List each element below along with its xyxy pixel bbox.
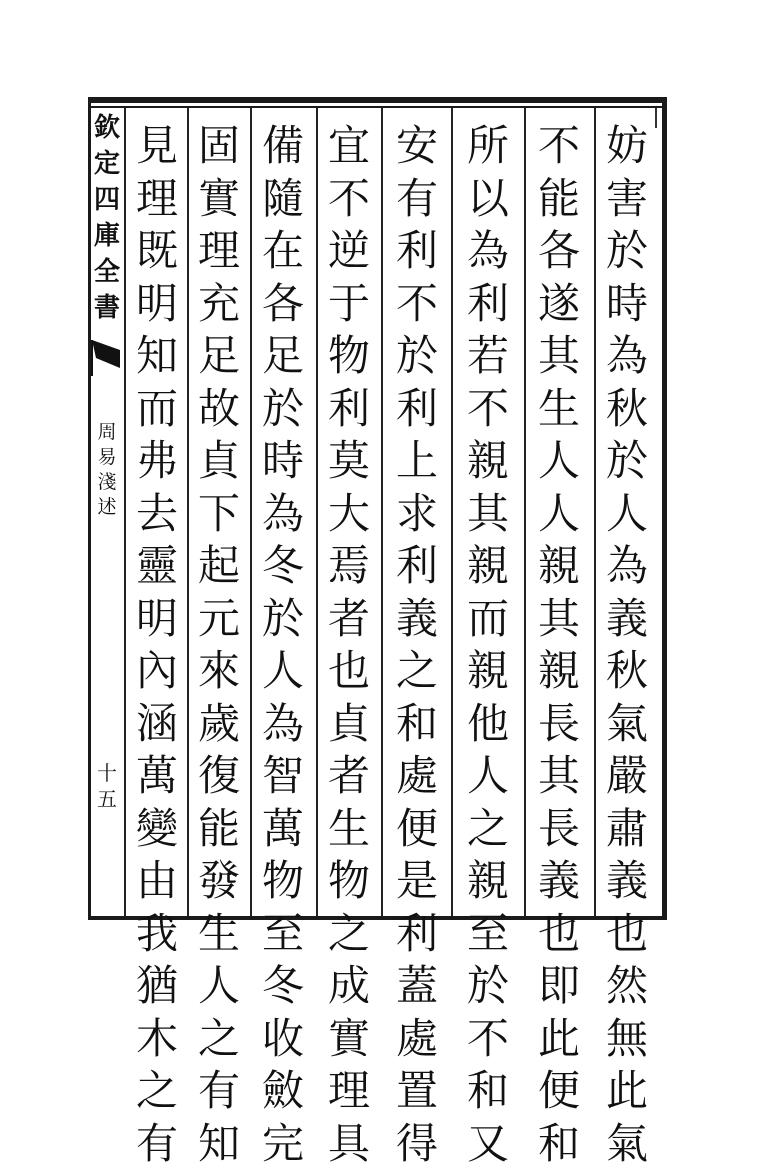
- column-rule: [187, 108, 189, 916]
- character: 有: [391, 173, 443, 226]
- frame-top-inner-border: [88, 106, 666, 108]
- character: 義: [601, 593, 653, 646]
- character: 隨: [257, 173, 309, 226]
- text-column-8: [131, 120, 183, 910]
- character: 下: [193, 488, 245, 541]
- text-column-5: [323, 120, 375, 910]
- character: 足: [193, 330, 245, 383]
- text-column-1: [601, 120, 653, 910]
- column-rule: [451, 108, 453, 916]
- character: 生: [193, 908, 245, 961]
- character: 庫: [94, 218, 120, 254]
- character: 物: [323, 330, 375, 383]
- character: 貞: [193, 435, 245, 488]
- character: 來: [193, 645, 245, 698]
- character: 人: [533, 435, 585, 488]
- character: 充: [193, 278, 245, 331]
- character: 和: [462, 1065, 514, 1118]
- character: 各: [533, 225, 585, 278]
- character: 以: [462, 173, 514, 226]
- character: 親: [533, 645, 585, 698]
- character: 又: [462, 1118, 514, 1170]
- column-rule: [594, 108, 596, 916]
- character: 親: [533, 540, 585, 593]
- character: 為: [257, 698, 309, 751]
- character: 元: [193, 593, 245, 646]
- column-rule: [124, 108, 126, 916]
- character: 周: [97, 420, 116, 445]
- margin-page-number: 十五: [93, 760, 121, 812]
- character: 和: [391, 698, 443, 751]
- character: 足: [257, 330, 309, 383]
- character: 者: [323, 750, 375, 803]
- character: 成: [323, 960, 375, 1013]
- text-column-7: [193, 120, 245, 910]
- character: 時: [257, 435, 309, 488]
- character: 於: [257, 593, 309, 646]
- character: 具: [323, 1118, 375, 1170]
- character: 若: [462, 330, 514, 383]
- character: 淺: [97, 470, 116, 495]
- character: 之: [193, 1013, 245, 1066]
- character: 萬: [131, 750, 183, 803]
- character: 于: [323, 278, 375, 331]
- character: 我: [131, 908, 183, 961]
- character: 為: [601, 540, 653, 593]
- character: 氣: [601, 1118, 653, 1170]
- character: 斂: [257, 1065, 309, 1118]
- character: 歲: [193, 698, 245, 751]
- character: 完: [257, 1118, 309, 1170]
- column-rule: [381, 108, 383, 916]
- character: 易: [97, 445, 116, 470]
- character: 處: [391, 750, 443, 803]
- character: 者: [323, 593, 375, 646]
- character: 之: [462, 803, 514, 856]
- character: 人: [193, 960, 245, 1013]
- character: 各: [257, 278, 309, 331]
- character: 木: [131, 1013, 183, 1066]
- character: 其: [533, 593, 585, 646]
- character: 備: [257, 120, 309, 173]
- character: 至: [462, 908, 514, 961]
- character: 義: [391, 593, 443, 646]
- character: 全: [94, 254, 120, 290]
- character: 上: [391, 435, 443, 488]
- character: 親: [462, 435, 514, 488]
- character: 於: [601, 435, 653, 488]
- character: 發: [193, 855, 245, 908]
- character: 害: [601, 173, 653, 226]
- character: 明: [131, 593, 183, 646]
- column-rule: [524, 108, 526, 916]
- character: 其: [533, 330, 585, 383]
- character: 莫: [323, 435, 375, 488]
- character: 靈: [131, 540, 183, 593]
- character: 安: [391, 120, 443, 173]
- frame-right-border: [662, 97, 667, 920]
- character: 不: [462, 1013, 514, 1066]
- character: 長: [533, 803, 585, 856]
- character: 起: [193, 540, 245, 593]
- character: 為: [462, 225, 514, 278]
- character: 而: [131, 383, 183, 436]
- character: 是: [391, 855, 443, 908]
- fish-tail-ornament-icon: [90, 338, 122, 378]
- character: 即: [533, 960, 585, 1013]
- character: 見: [131, 120, 183, 173]
- character: 在: [257, 225, 309, 278]
- character: 知: [193, 1118, 245, 1170]
- character: 固: [193, 120, 245, 173]
- character: 於: [257, 383, 309, 436]
- character: 此: [533, 1013, 585, 1066]
- character: 利: [462, 278, 514, 331]
- column-rule: [250, 108, 252, 916]
- character: 和: [533, 1118, 585, 1170]
- character: 求: [391, 488, 443, 541]
- character: 實: [323, 1013, 375, 1066]
- character: 有: [193, 1065, 245, 1118]
- character: 便: [533, 1065, 585, 1118]
- character: 氣: [601, 698, 653, 751]
- text-column-4: [391, 120, 443, 910]
- character: 親: [462, 645, 514, 698]
- character: 物: [323, 855, 375, 908]
- character: 置: [391, 1065, 443, 1118]
- margin-section-title: [95, 420, 119, 520]
- character: 所: [462, 120, 514, 173]
- text-column-2: [533, 120, 585, 910]
- character: 而: [462, 593, 514, 646]
- character: 由: [131, 855, 183, 908]
- frame-left-border: [88, 97, 91, 920]
- character: 親: [462, 855, 514, 908]
- character: 無: [601, 1013, 653, 1066]
- character: 便: [391, 803, 443, 856]
- character: 貞: [323, 698, 375, 751]
- character: 冬: [257, 540, 309, 593]
- character: 利: [391, 908, 443, 961]
- character: 也: [323, 645, 375, 698]
- character: 人: [601, 488, 653, 541]
- character: 人: [533, 488, 585, 541]
- character: 處: [391, 1013, 443, 1066]
- character: 去: [131, 488, 183, 541]
- character: 萬: [257, 803, 309, 856]
- character: 於: [601, 225, 653, 278]
- character: 義: [601, 855, 653, 908]
- character: 內: [131, 645, 183, 698]
- character: 冬: [257, 960, 309, 1013]
- character: 大: [323, 488, 375, 541]
- character: 逆: [323, 225, 375, 278]
- character: 之: [391, 645, 443, 698]
- character: 之: [131, 1065, 183, 1118]
- character: 然: [601, 960, 653, 1013]
- character: 能: [193, 803, 245, 856]
- character: 智: [257, 750, 309, 803]
- text-column-3: [462, 120, 514, 910]
- character: 於: [462, 960, 514, 1013]
- column-rule: [316, 108, 318, 916]
- character: 故: [193, 383, 245, 436]
- character: 書: [94, 290, 120, 326]
- character: 弗: [131, 435, 183, 488]
- character: 物: [257, 855, 309, 908]
- character: 變: [131, 803, 183, 856]
- character: 不: [533, 120, 585, 173]
- character: 於: [391, 330, 443, 383]
- character: 其: [533, 750, 585, 803]
- character: 不: [462, 383, 514, 436]
- character: 義: [533, 855, 585, 908]
- margin-book-title: [92, 110, 122, 330]
- character: 生: [323, 803, 375, 856]
- character: 收: [257, 1013, 309, 1066]
- character: 理: [193, 225, 245, 278]
- character: 述: [97, 495, 116, 520]
- character: 利: [391, 383, 443, 436]
- character: 涵: [131, 698, 183, 751]
- character: 能: [533, 173, 585, 226]
- character: 蓋: [391, 960, 443, 1013]
- character: 人: [462, 750, 514, 803]
- character: 其: [462, 488, 514, 541]
- character: 既: [131, 225, 183, 278]
- character: 知: [131, 330, 183, 383]
- character: 不: [391, 278, 443, 331]
- character: 至: [257, 908, 309, 961]
- character: 欽: [94, 110, 120, 146]
- character: 此: [601, 1065, 653, 1118]
- character: 理: [323, 1065, 375, 1118]
- character: 遂: [533, 278, 585, 331]
- character: 明: [131, 278, 183, 331]
- character: 利: [391, 540, 443, 593]
- character: 不: [323, 173, 375, 226]
- character: 利: [323, 383, 375, 436]
- character: 長: [533, 698, 585, 751]
- character: 嚴: [601, 750, 653, 803]
- character: 四: [94, 182, 120, 218]
- frame-top-border: [88, 97, 666, 103]
- text-column-6: [257, 120, 309, 910]
- character: 理: [131, 173, 183, 226]
- character: 肅: [601, 803, 653, 856]
- character: 得: [391, 1118, 443, 1170]
- character: 實: [193, 173, 245, 226]
- character: 也: [601, 908, 653, 961]
- character: 他: [462, 698, 514, 751]
- character: 宜: [323, 120, 375, 173]
- character: 為: [257, 488, 309, 541]
- character: 焉: [323, 540, 375, 593]
- character: 之: [323, 908, 375, 961]
- character: 時: [601, 278, 653, 331]
- character: 妨: [601, 120, 653, 173]
- character: 為: [601, 330, 653, 383]
- character: 有: [131, 1118, 183, 1170]
- character: 也: [533, 908, 585, 961]
- character: 生: [533, 383, 585, 436]
- character: 秋: [601, 645, 653, 698]
- character: 秋: [601, 383, 653, 436]
- character: 猶: [131, 960, 183, 1013]
- character: 親: [462, 540, 514, 593]
- character: 利: [391, 225, 443, 278]
- character: 人: [257, 645, 309, 698]
- character: 復: [193, 750, 245, 803]
- frame-mark: [655, 108, 657, 128]
- character: 定: [94, 146, 120, 182]
